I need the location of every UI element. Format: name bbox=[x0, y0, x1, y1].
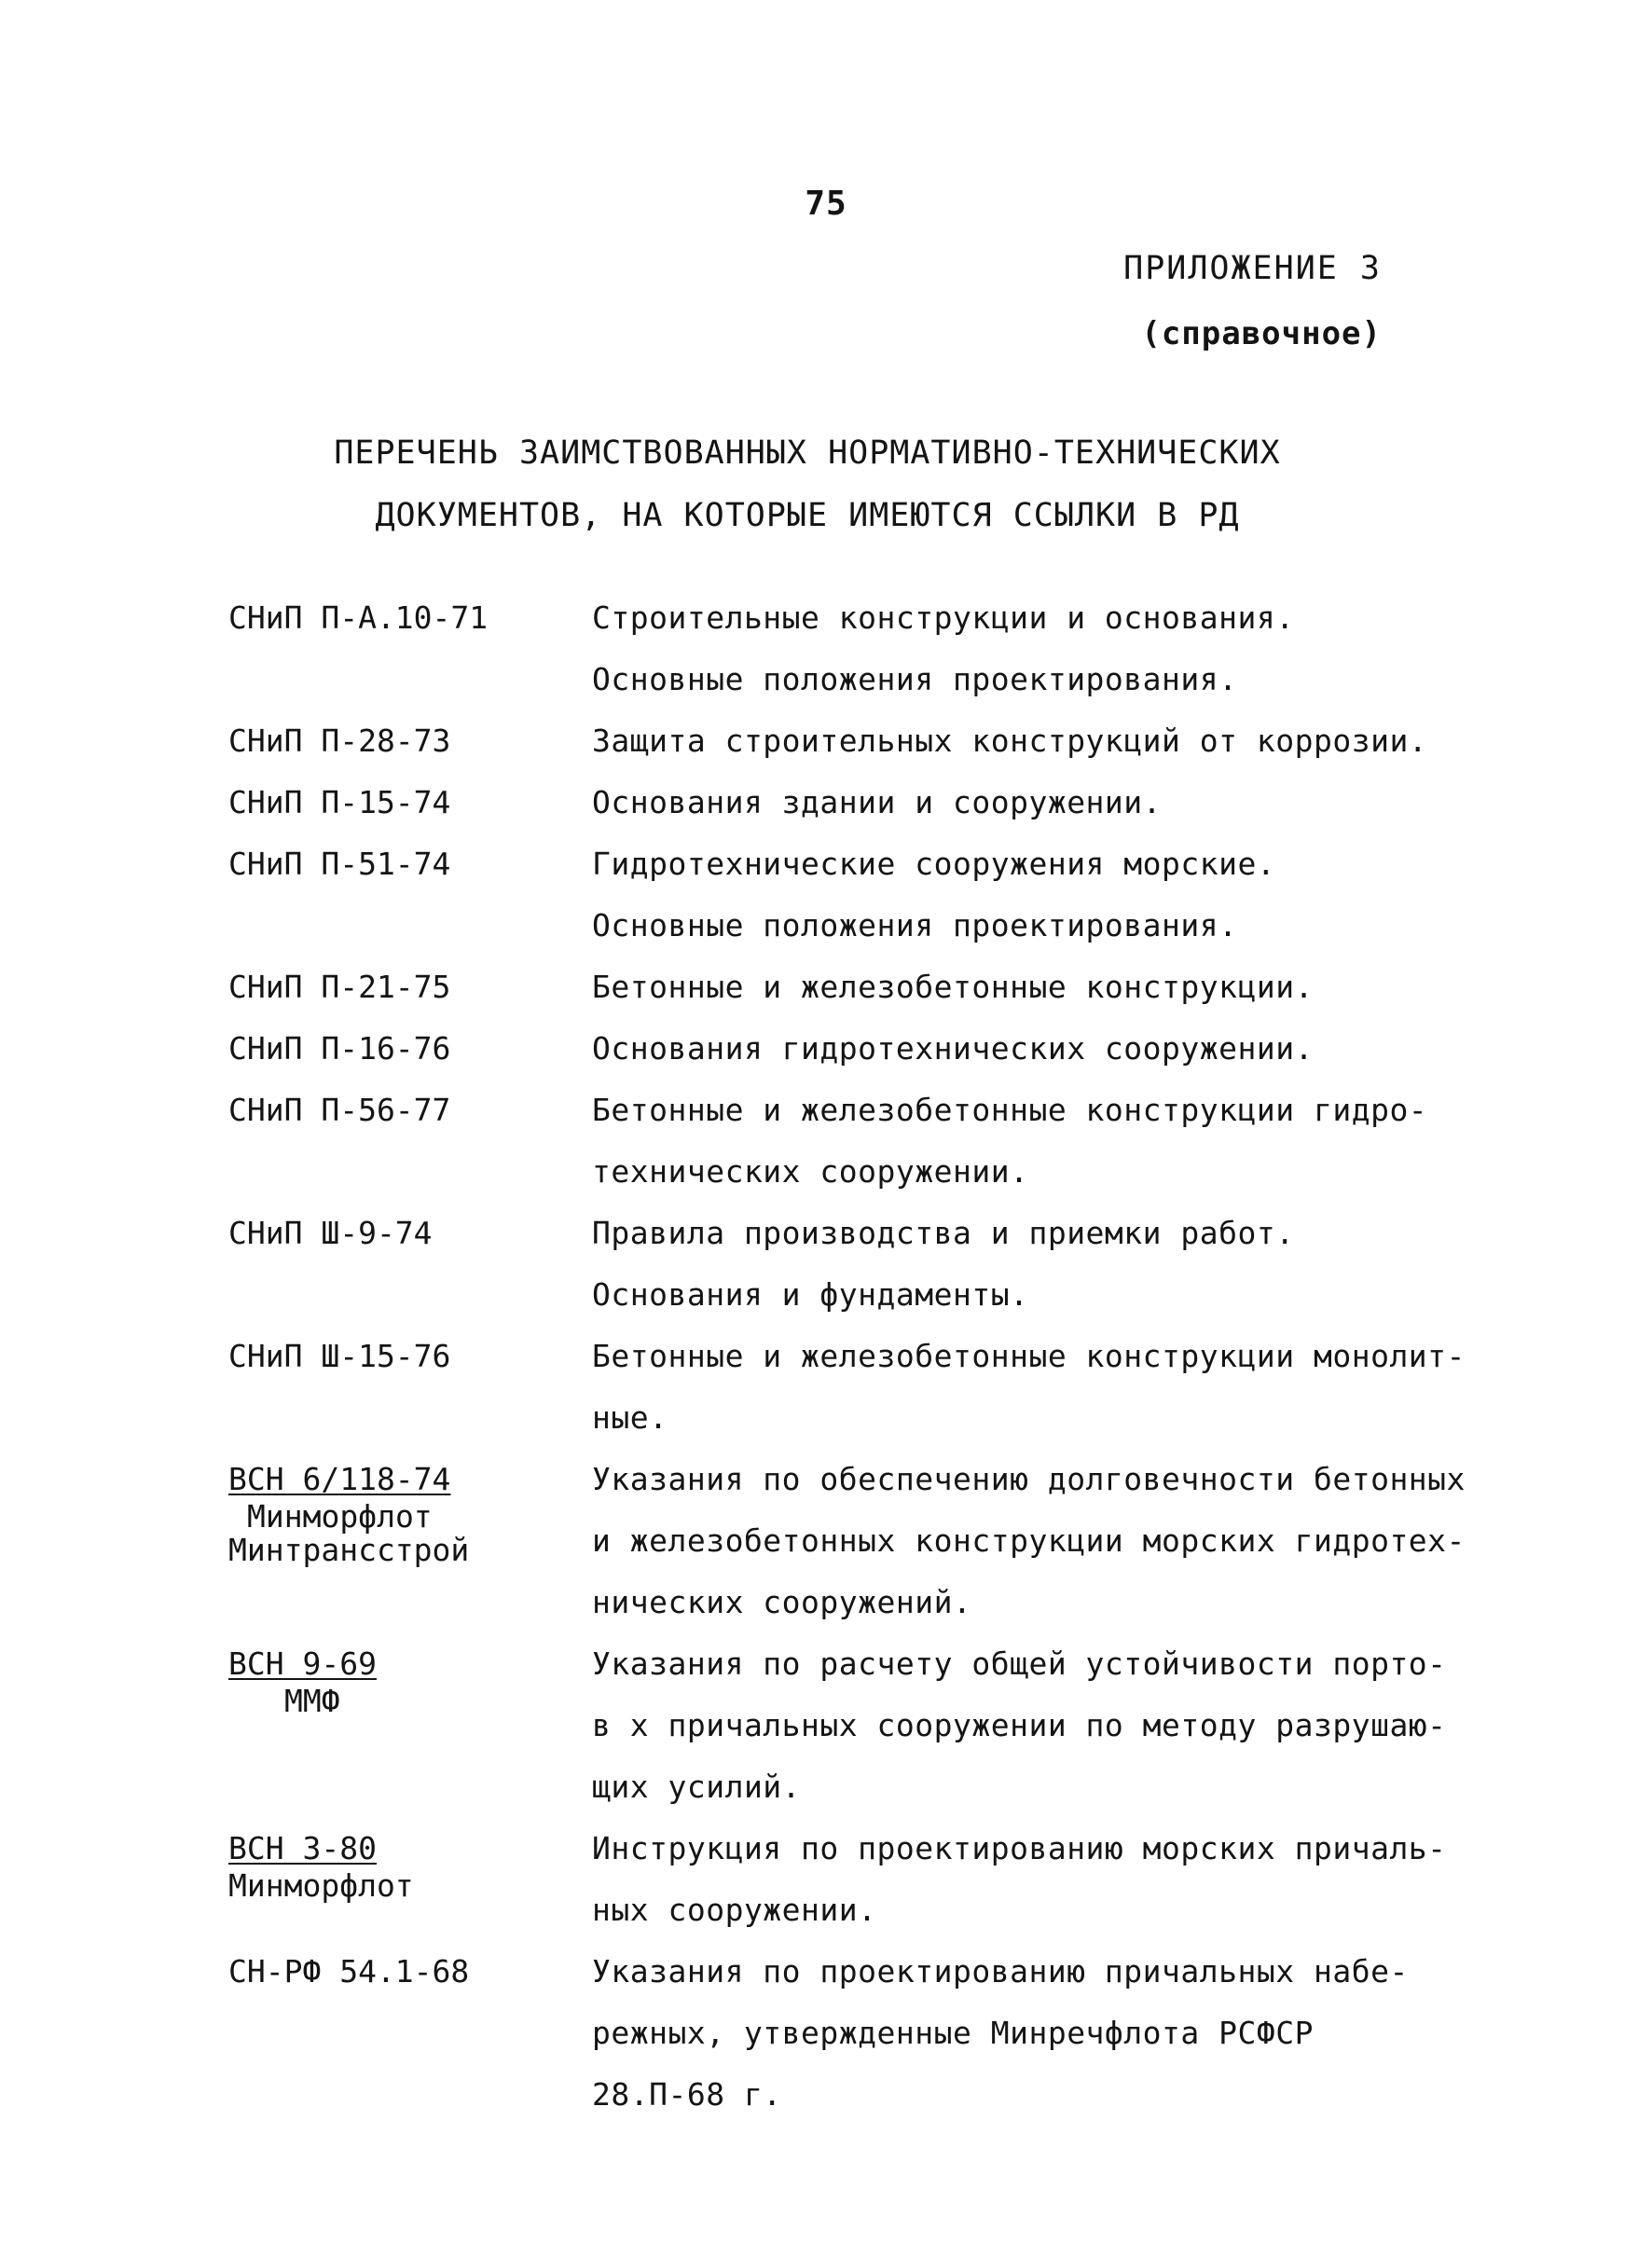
document-code: СНиП П-51-74 bbox=[228, 846, 451, 882]
document-description: 28.П-68 г. bbox=[592, 2076, 782, 2113]
list-item bbox=[228, 833, 1496, 957]
list-item bbox=[228, 1633, 1496, 1818]
document-code-issuer: Минтрансстрой bbox=[228, 1532, 470, 1568]
document-title-line-1: ПЕРЕЧЕНЬ ЗАИМСТВОВАННЫХ НОРМАТИВНО-ТЕХНИЧЕСКИХ bbox=[334, 434, 1281, 472]
document-title-line-2: ДОКУМЕНТОВ, НА КОТОРЫЕ ИМЕЮТСЯ ССЫЛКИ В РД bbox=[375, 497, 1240, 534]
list-item bbox=[228, 1018, 1496, 1080]
list-item bbox=[228, 587, 1496, 710]
document-code: СНиП П-А.10-71 bbox=[228, 599, 489, 636]
document-description: ных сооружении. bbox=[592, 1892, 877, 1928]
document-code-issuer: ММФ bbox=[284, 1683, 340, 1719]
document-description: Указания по обеспечению долговечности бетонных bbox=[592, 1461, 1466, 1497]
document-code: СНиП Ш-9-74 bbox=[228, 1215, 433, 1251]
document-description: нических сооружений. bbox=[592, 1584, 972, 1620]
document-description: Основные положения проектирования. bbox=[592, 907, 1238, 943]
appendix-note: (справочное) bbox=[1141, 315, 1382, 352]
list-item bbox=[228, 1449, 1496, 1633]
list-item bbox=[228, 957, 1496, 1018]
document-code-issuer: Минморфлот bbox=[228, 1867, 414, 1904]
document-code: СНиП П-15-74 bbox=[228, 784, 451, 820]
document-description: Указания по расчету общей устойчивости порто- bbox=[592, 1645, 1447, 1682]
document-description: Основания гидротехнических сооружении. bbox=[592, 1030, 1314, 1067]
document-code: СНиП Ш-15-76 bbox=[228, 1338, 451, 1374]
list-item bbox=[228, 1941, 1496, 2126]
document-code: СНиП П-21-75 bbox=[228, 969, 451, 1005]
document-description: Бетонные и железобетонные конструкции монолит- bbox=[592, 1338, 1466, 1374]
document-description: режных, утвержденные Минречфлота РСФСР bbox=[592, 2015, 1314, 2051]
document-description: Бетонные и железобетонные конструкции. bbox=[592, 969, 1314, 1005]
list-item bbox=[228, 710, 1496, 772]
appendix-heading: ПРИЛОЖЕНИЕ 3 bbox=[1123, 250, 1382, 287]
document-description: Строительные конструкции и основания. bbox=[592, 599, 1295, 636]
list-item bbox=[228, 1326, 1496, 1449]
document-code: СНиП П-28-73 bbox=[228, 723, 451, 759]
document-code: СНиП П-56-77 bbox=[228, 1092, 451, 1128]
document-description: ные. bbox=[592, 1399, 668, 1436]
document-description: Указания по проектированию причальных набе- bbox=[592, 1953, 1409, 1990]
document-description: технических сооружении. bbox=[592, 1153, 1029, 1190]
list-item bbox=[228, 1203, 1496, 1326]
document-description: Инструкция по проектированию морских причаль- bbox=[592, 1830, 1447, 1866]
list-item bbox=[228, 772, 1496, 833]
document-code: ВСН 6/118-74 bbox=[228, 1461, 451, 1497]
page-number: 75 bbox=[805, 185, 847, 223]
document-description: Бетонные и железобетонные конструкции гидро- bbox=[592, 1092, 1428, 1128]
document-code: СНиП П-16-76 bbox=[228, 1030, 451, 1067]
document-description: Основания здании и сооружении. bbox=[592, 784, 1163, 820]
document-description: Гидротехнические сооружения морские. bbox=[592, 846, 1276, 882]
document-description: Защита строительных конструкций от коррозии. bbox=[592, 723, 1428, 759]
document-description: Правила производства и приемки работ. bbox=[592, 1215, 1295, 1251]
document-code: СН-РФ 54.1-68 bbox=[228, 1953, 470, 1990]
document-list bbox=[228, 587, 1496, 2126]
list-item bbox=[228, 1080, 1496, 1203]
list-item bbox=[228, 1818, 1496, 1941]
document-description: в х причальных сооружении по методу разрушаю- bbox=[592, 1707, 1447, 1743]
document-description: щих усилий. bbox=[592, 1769, 802, 1805]
document-code: ВСН 9-69 bbox=[228, 1645, 377, 1682]
document-description: Основания и фундаменты. bbox=[592, 1276, 1029, 1313]
document-code: ВСН 3-80 bbox=[228, 1830, 377, 1866]
document-description: Основные положения проектирования. bbox=[592, 661, 1238, 697]
document-description: и железобетонных конструкции морских гидротех- bbox=[592, 1522, 1466, 1559]
document-code-issuer: Минморфлот bbox=[247, 1498, 433, 1535]
